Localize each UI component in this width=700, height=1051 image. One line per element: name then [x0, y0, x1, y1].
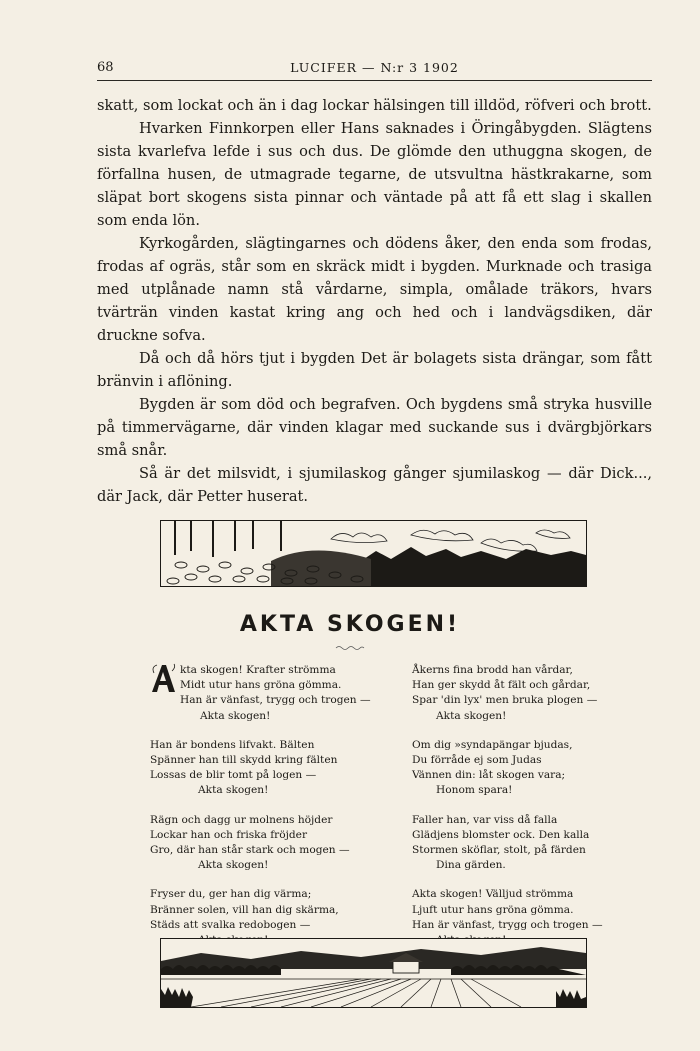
poem-line: Åkerns fina brodd han vårdar,: [412, 664, 573, 676]
running-head: LUCIFER — N:r 3 1902: [290, 60, 459, 75]
poem-line: Spänner han till skydd kring fälten: [150, 754, 338, 767]
page-header: [97, 60, 652, 81]
poem-line: Spar 'din lyx' men bruka plogen —: [412, 694, 598, 707]
forest-meadow-vignette-icon: [161, 521, 586, 586]
poem-line: Glädjens blomster ock. Den kalla: [412, 828, 590, 841]
poem-refrain: Akta skogen!: [200, 709, 271, 722]
poem-stanza-left-2: [150, 738, 370, 799]
forest-meadow-illustration: [160, 520, 587, 587]
poem-line: Lossas de blir tomt på logen —: [150, 769, 317, 782]
poem-column-right: [412, 663, 632, 962]
poem-column-left: [150, 663, 370, 962]
paragraph-1: skatt, som lockat och än i dag lockar hälsingen till illdöd, röfveri och brott.: [97, 97, 652, 114]
paragraph-5: Bygden är som död och begrafven. Och bygdens små stryka husville på timmervägarne, där vinden klagar med suckande sus i dvärgbjörkars små snår.: [97, 396, 652, 459]
poem-line: Du förråde ej som Judas: [412, 754, 542, 767]
poem-line: Han är vänfast, trygg och trogen —: [412, 918, 603, 931]
farmland-landscape-vignette-icon: [161, 939, 586, 1007]
page-number: 68: [97, 60, 114, 75]
poem-refrain: Dina gärden.: [436, 859, 506, 872]
poem-line: Ljuft utur hans gröna gömma.: [412, 903, 574, 916]
poem-line: kta skogen! Krafter strömma: [180, 664, 336, 676]
poem-stanza-right-1: [412, 663, 632, 724]
poem-line: Han ger skydd åt fält och gårdar,: [412, 679, 591, 692]
paragraph-6: Så är det milsvidt, i sjumilaskog gånger sjumilaskog — där Dick..., där Jack, där Petter huserat.: [97, 465, 652, 505]
poem-refrain: Honom spara!: [436, 784, 513, 797]
poem-stanza-left-1: [150, 663, 370, 724]
poem-stanza-right-3: [412, 813, 632, 874]
poem-line: Städs att svalka redobogen —: [150, 918, 311, 931]
poem-line: Gro, där han står stark och mogen —: [150, 844, 350, 857]
poem-refrain: Akta skogen!: [198, 859, 269, 872]
poem-line: Han är vänfast, trygg och trogen —: [180, 694, 371, 707]
paragraph-3: Kyrkogården, slägtingarnes och dödens åker, den enda som frodas, frodas af ogräs, står som en skräck midt i bygden. Murknade och trasiga med utplånade namn stå vårdarne, simpla, omålade träkors, hvars tvärträn vinden kastat kring ang och hed och i landvägsdiken, där druckne sofva.: [97, 235, 652, 344]
prose-text: [97, 94, 652, 508]
poem-stanza-right-2: [412, 738, 632, 799]
poem-line: Fryser du, ger han dig värma;: [150, 888, 312, 901]
farmland-illustration: [160, 938, 587, 1008]
poem-line: Midt utur hans gröna gömma.: [180, 679, 342, 692]
poem-stanza-left-3: [150, 813, 370, 874]
poem-line: Faller han, var viss då falla: [412, 813, 558, 826]
poem-line: Akta skogen! Välljud strömma: [412, 888, 574, 901]
poem-line: Om dig »syndapängar bjudas,: [412, 738, 573, 751]
poem-line: Bränner solen, vill han dig skärma,: [150, 903, 339, 916]
poem-line: Han är bondens lifvakt. Bälten: [150, 738, 315, 751]
poem-line: Rägn och dagg ur molnens höjder: [150, 813, 333, 826]
paragraph-4: Då och då hörs tjut i bygden Det är bolagets sista drängar, som fått bränvin i aflöning.: [97, 350, 652, 390]
title-ornament-icon: [335, 644, 365, 652]
poem-line: Vännen din: låt skogen vara;: [412, 769, 566, 782]
poem-refrain: Akta skogen!: [436, 709, 507, 722]
poem-refrain: Akta skogen!: [198, 784, 269, 797]
poem-line: Stormen sköflar, stolt, på färden: [412, 844, 586, 857]
paragraph-2: Hvarken Finnkorpen eller Hans saknades i Öringåbygden. Slägtens sista kvarlefva lefde i sus och dus. De glömde den uthuggna skogen, de förfallna husen, de utmagrade tegarne, de utsvultna hästkrakarne, som släpat bort skogens sista pinnar och väntade på att få ett slag i skallen som enda lön.: [97, 120, 652, 229]
poem-title: AKTA SKOGEN!: [239, 612, 461, 637]
poem-line: Lockar han och friska fröjder: [150, 828, 308, 841]
drop-cap-letter-icon: [150, 663, 176, 693]
